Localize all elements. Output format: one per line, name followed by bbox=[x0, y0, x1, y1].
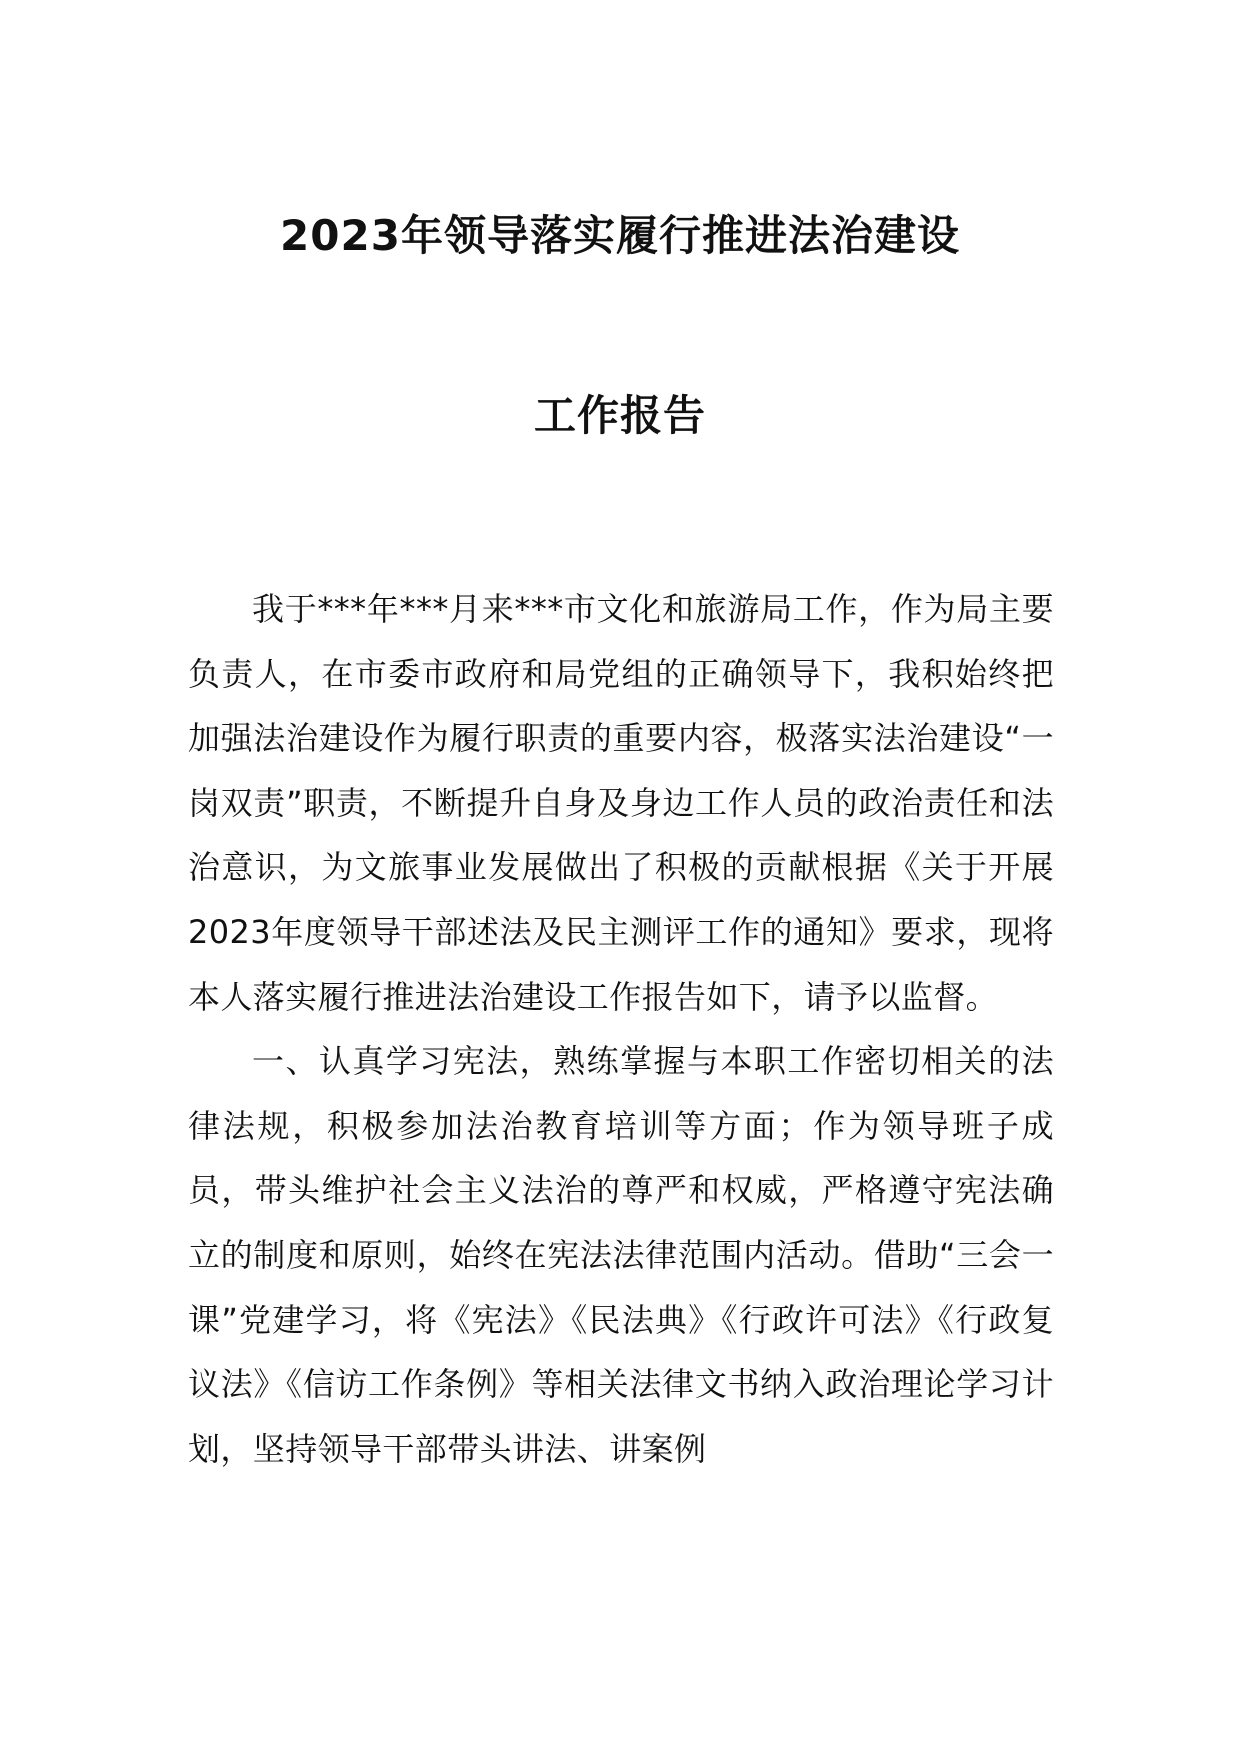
body-paragraph-1: 我于***年***月来***市文化和旅游局工作，作为局主要负责人，在市委市政府和局党组的正确领导下，我积始终把加强法治建设作为履行职责的重要内容，极落实法治建设“一岗双责”职责，不断提升自身及身边工作人员的政治责任和法治意识，为文旅事业发展做出了积极的贡献根据《关于开展2023年度领导干部述法及民主测评工作的通知》要求，现将本人落实履行推进法治建设工作报告如下，请予以监督。 bbox=[188, 590, 1054, 1016]
body-paragraph-2: 一、认真学习宪法，熟练掌握与本职工作密切相关的法律法规，积极参加法治教育培训等方面；作为领导班子成员，带头维护社会主义法治的尊严和权威，严格遵守宪法确立的制度和原则，始终在宪法法律范围内活动。借助“三会一课”党建学习，将《宪法》《民法典》《行政许可法》《行政复议法》《信访工作条例》等相关法律文书纳入政治理论学习计划，坚持领导干部带头讲法、讲案例 bbox=[188, 1042, 1054, 1468]
document-body bbox=[188, 577, 1054, 1481]
document-title-line-1: 2023年领导落实履行推进法治建设 bbox=[280, 211, 960, 260]
document-title-line-2: 工作报告 bbox=[533, 391, 706, 440]
